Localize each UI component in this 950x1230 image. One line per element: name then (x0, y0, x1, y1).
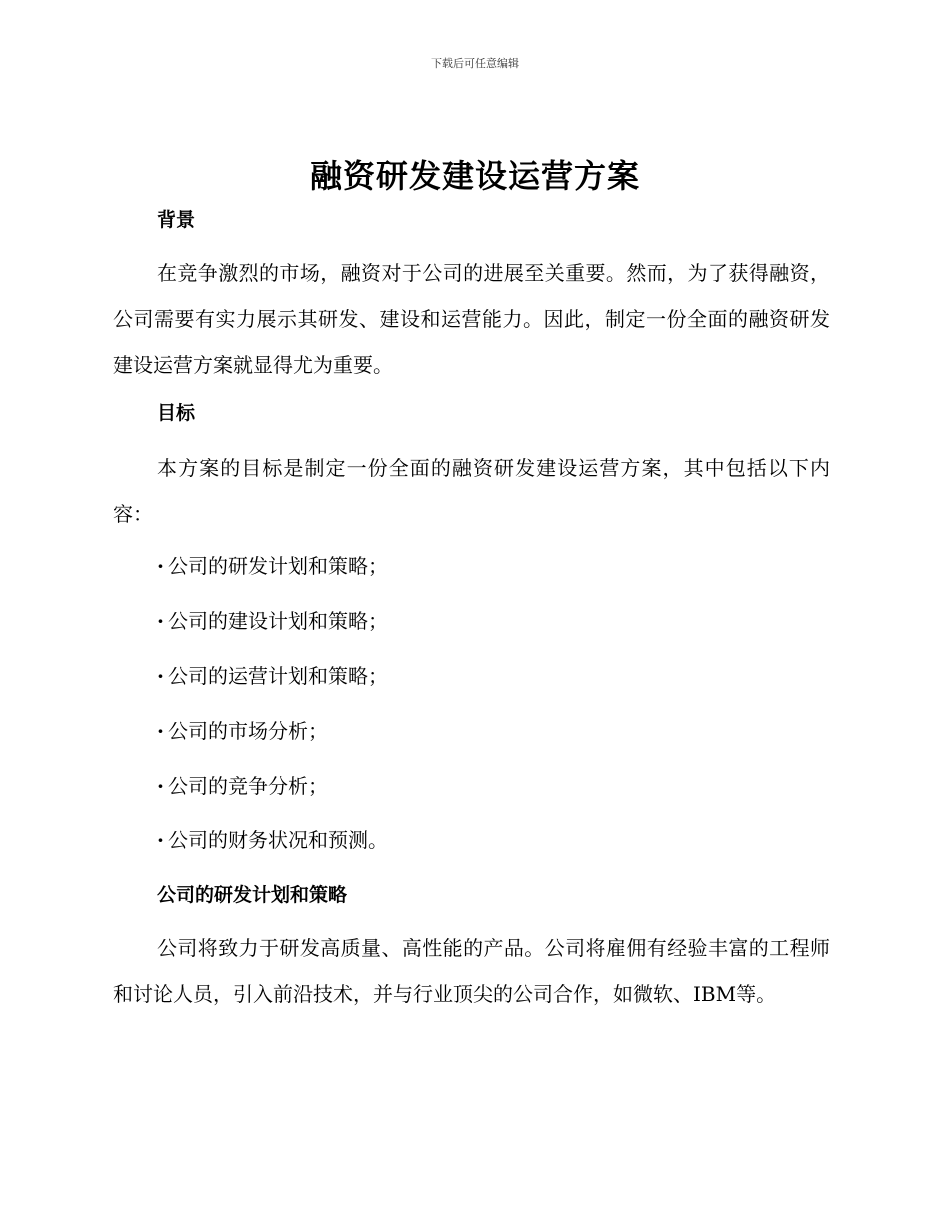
list-item-text: 公司的研发计划和策略； (168, 554, 388, 578)
list-item (157, 608, 388, 634)
list-item-text: 公司的建设计划和策略； (168, 609, 388, 633)
section-heading-background: 背景 (157, 209, 196, 231)
bullet-marker: · (157, 609, 164, 633)
header-note: 下载后可任意编辑 (431, 57, 519, 70)
list-item (157, 718, 328, 744)
paragraph-goal: 本方案的目标是制定一份全面的融资研发建设运营方案，其中包括以下内容： (113, 456, 830, 526)
list-item (157, 773, 328, 799)
paragraph-rd-plan: 公司将致力于研发高质量、高性能的产品。公司将雇佣有经验丰富的工程师和讨论人员，引入前沿技术，并与行业顶尖的公司合作，如微软、IBM等。 (113, 936, 830, 1006)
list-item-text: 公司的财务状况和预测。 (168, 828, 388, 852)
list-item (157, 553, 388, 579)
paragraph-background: 在竞争激烈的市场，融资对于公司的进展至关重要。然而，为了获得融资，公司需要有实力展示其研发、建设和运营能力。因此，制定一份全面的融资研发建设运营方案就显得尤为重要。 (113, 261, 830, 377)
list-item-text: 公司的运营计划和策略； (168, 664, 388, 688)
bullet-marker: · (157, 828, 164, 852)
list-item (157, 827, 388, 853)
list-item-text: 公司的市场分析； (168, 719, 328, 743)
section-heading-rd-plan: 公司的研发计划和策略 (157, 884, 348, 906)
bullet-marker: · (157, 719, 164, 743)
list-item (157, 663, 388, 689)
bullet-marker: · (157, 554, 164, 578)
list-item-text: 公司的竞争分析； (168, 774, 328, 798)
bullet-marker: · (157, 774, 164, 798)
section-heading-goal: 目标 (157, 402, 196, 424)
document-title: 融资研发建设运营方案 (309, 157, 640, 195)
bullet-marker: · (157, 664, 164, 688)
